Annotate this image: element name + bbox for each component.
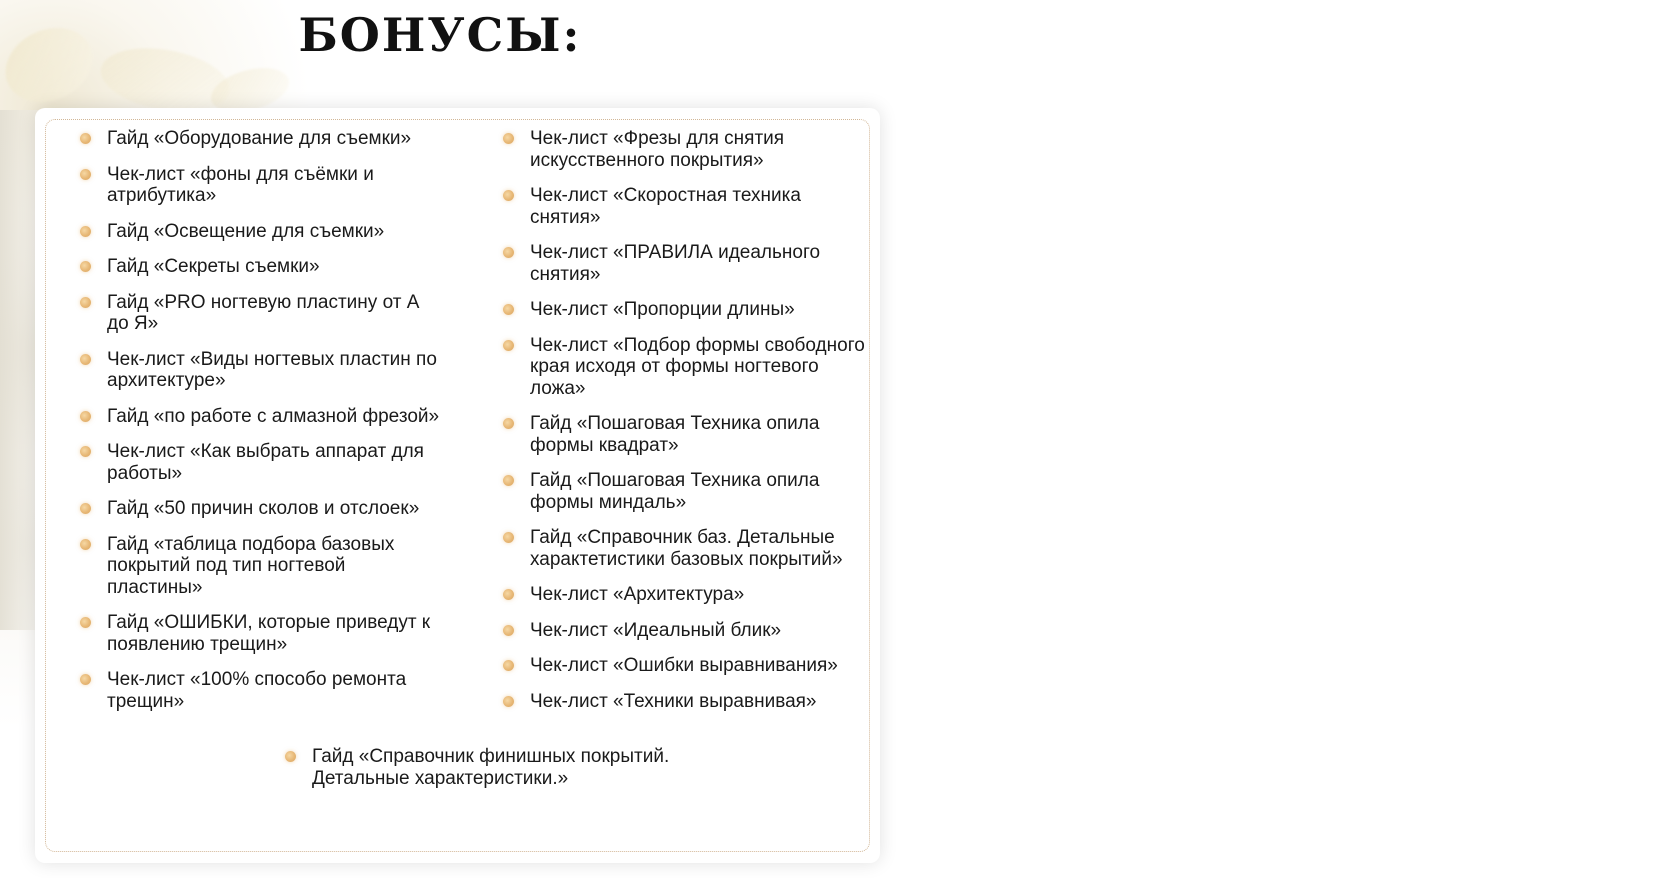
bonus-item-text: Гайд «Справочник баз. Детальные характетистики базовых покрытий» (530, 527, 843, 570)
bonus-item (80, 498, 440, 520)
bonus-item-text: Чек-лист «Как выбрать аппарат для работы» (107, 441, 424, 484)
bonus-item-text: Гайд «Секреты съемки» (107, 256, 320, 277)
bullet-icon (80, 446, 91, 457)
bullet-icon (503, 625, 514, 636)
bullet-icon (503, 660, 514, 671)
bullet-icon (80, 411, 91, 422)
bonus-item (503, 470, 873, 513)
bullet-icon (503, 696, 514, 707)
bonus-item-text: Гайд «50 причин сколов и отслоек» (107, 498, 420, 519)
bonus-item-text: Чек-лист «Скоростная техника снятия» (530, 185, 801, 228)
bonus-item-text: Чек-лист «Идеальный блик» (530, 619, 782, 641)
bullet-icon (503, 532, 514, 543)
bonus-item (80, 406, 440, 428)
bullet-icon (80, 297, 91, 308)
bonus-item-text: Чек-лист «Фрезы для снятия искусственного покрытия» (530, 128, 785, 171)
bonus-item-text: Чек-лист «ПРАВИЛА идеального снятия» (530, 242, 821, 285)
bonus-item-text: Гайд «Пошаговая Техника опила формы квадрат» (530, 413, 820, 456)
bonus-item (503, 413, 873, 456)
bonus-item (503, 655, 873, 677)
bonus-item (80, 441, 440, 484)
bonus-item-text: Чек-лист «фоны для съёмки и атрибутика» (107, 163, 374, 206)
bonus-card (35, 108, 880, 863)
bonus-item (503, 185, 873, 228)
bonus-item (503, 242, 873, 285)
bullet-icon (503, 475, 514, 486)
bonus-item (503, 527, 873, 570)
bonus-item (80, 612, 440, 655)
bonus-item (503, 691, 873, 713)
bonus-item (80, 292, 440, 335)
bullet-icon (503, 589, 514, 600)
bonus-item-final (285, 746, 712, 789)
bonus-item-text: Гайд «Оборудование для съемки» (107, 128, 412, 149)
bonus-item (80, 534, 440, 599)
bonus-item (80, 256, 440, 278)
bonus-item (503, 335, 873, 400)
bonus-item-text: Чек-лист «Виды ногтевых пластин по архитектуре» (107, 348, 437, 391)
bullet-icon (503, 340, 514, 351)
bullet-icon (80, 169, 91, 180)
bonus-item (80, 349, 440, 392)
bonus-item (503, 620, 873, 642)
bonus-list-right (503, 128, 873, 726)
bonus-item-text: Гайд «Справочник финишных покрытий. Детальные характеристики.» (312, 746, 670, 789)
bonus-item-text: Чек-лист «Пропорции длины» (530, 299, 795, 320)
gift-box-decoration (0, 110, 40, 630)
bonus-item-text: Гайд «по работе с алмазной фрезой» (107, 405, 440, 427)
bonus-item-text: Гайд «таблица подбора базовых покрытий под тип ногтевой пластины» (107, 533, 395, 598)
bullet-icon (80, 503, 91, 514)
bullet-icon (503, 247, 514, 258)
bullet-icon (80, 133, 91, 144)
bullet-icon (80, 617, 91, 628)
bonus-item-text: Чек-лист «100% способо ремонта трещин» (107, 669, 407, 712)
bonus-item-text: Гайд «PRO ногтевую пластину от А до Я» (107, 291, 420, 334)
bonus-list-left (80, 128, 440, 726)
bonus-item (80, 221, 440, 243)
bonus-item-text: Гайд «Пошаговая Техника опила формы миндаль» (530, 470, 820, 513)
bullet-icon (80, 674, 91, 685)
bullet-icon (80, 539, 91, 550)
bullet-icon (285, 751, 296, 762)
bullet-icon (80, 226, 91, 237)
bonus-item (80, 128, 440, 150)
bullet-icon (503, 418, 514, 429)
bonus-item-text: Гайд «Освещение для съемки» (107, 220, 385, 242)
bonus-item (503, 128, 873, 171)
bonus-item-text: Чек-лист «Подбор формы свободного края исходя от формы ногтевого ложа» (530, 334, 865, 399)
bonus-item-text: Чек-лист «Ошибки выравнивания» (530, 655, 838, 676)
bonus-item-text: Гайд «ОШИБКИ, которые приведут к появлению трещин» (107, 612, 431, 655)
bonus-item (80, 164, 440, 207)
bullet-icon (80, 261, 91, 272)
bonus-item-text: Чек-лист «Архитектура» (530, 584, 745, 605)
bonus-item (503, 299, 873, 321)
bonus-item-text: Чек-лист «Техники выравнивая» (530, 690, 817, 712)
bullet-icon (503, 304, 514, 315)
bullet-icon (503, 133, 514, 144)
bonus-item (80, 669, 440, 712)
bonus-item (503, 584, 873, 606)
bullet-icon (503, 190, 514, 201)
bullet-icon (80, 354, 91, 365)
page-title: БОНУСЫ: (298, 8, 582, 62)
